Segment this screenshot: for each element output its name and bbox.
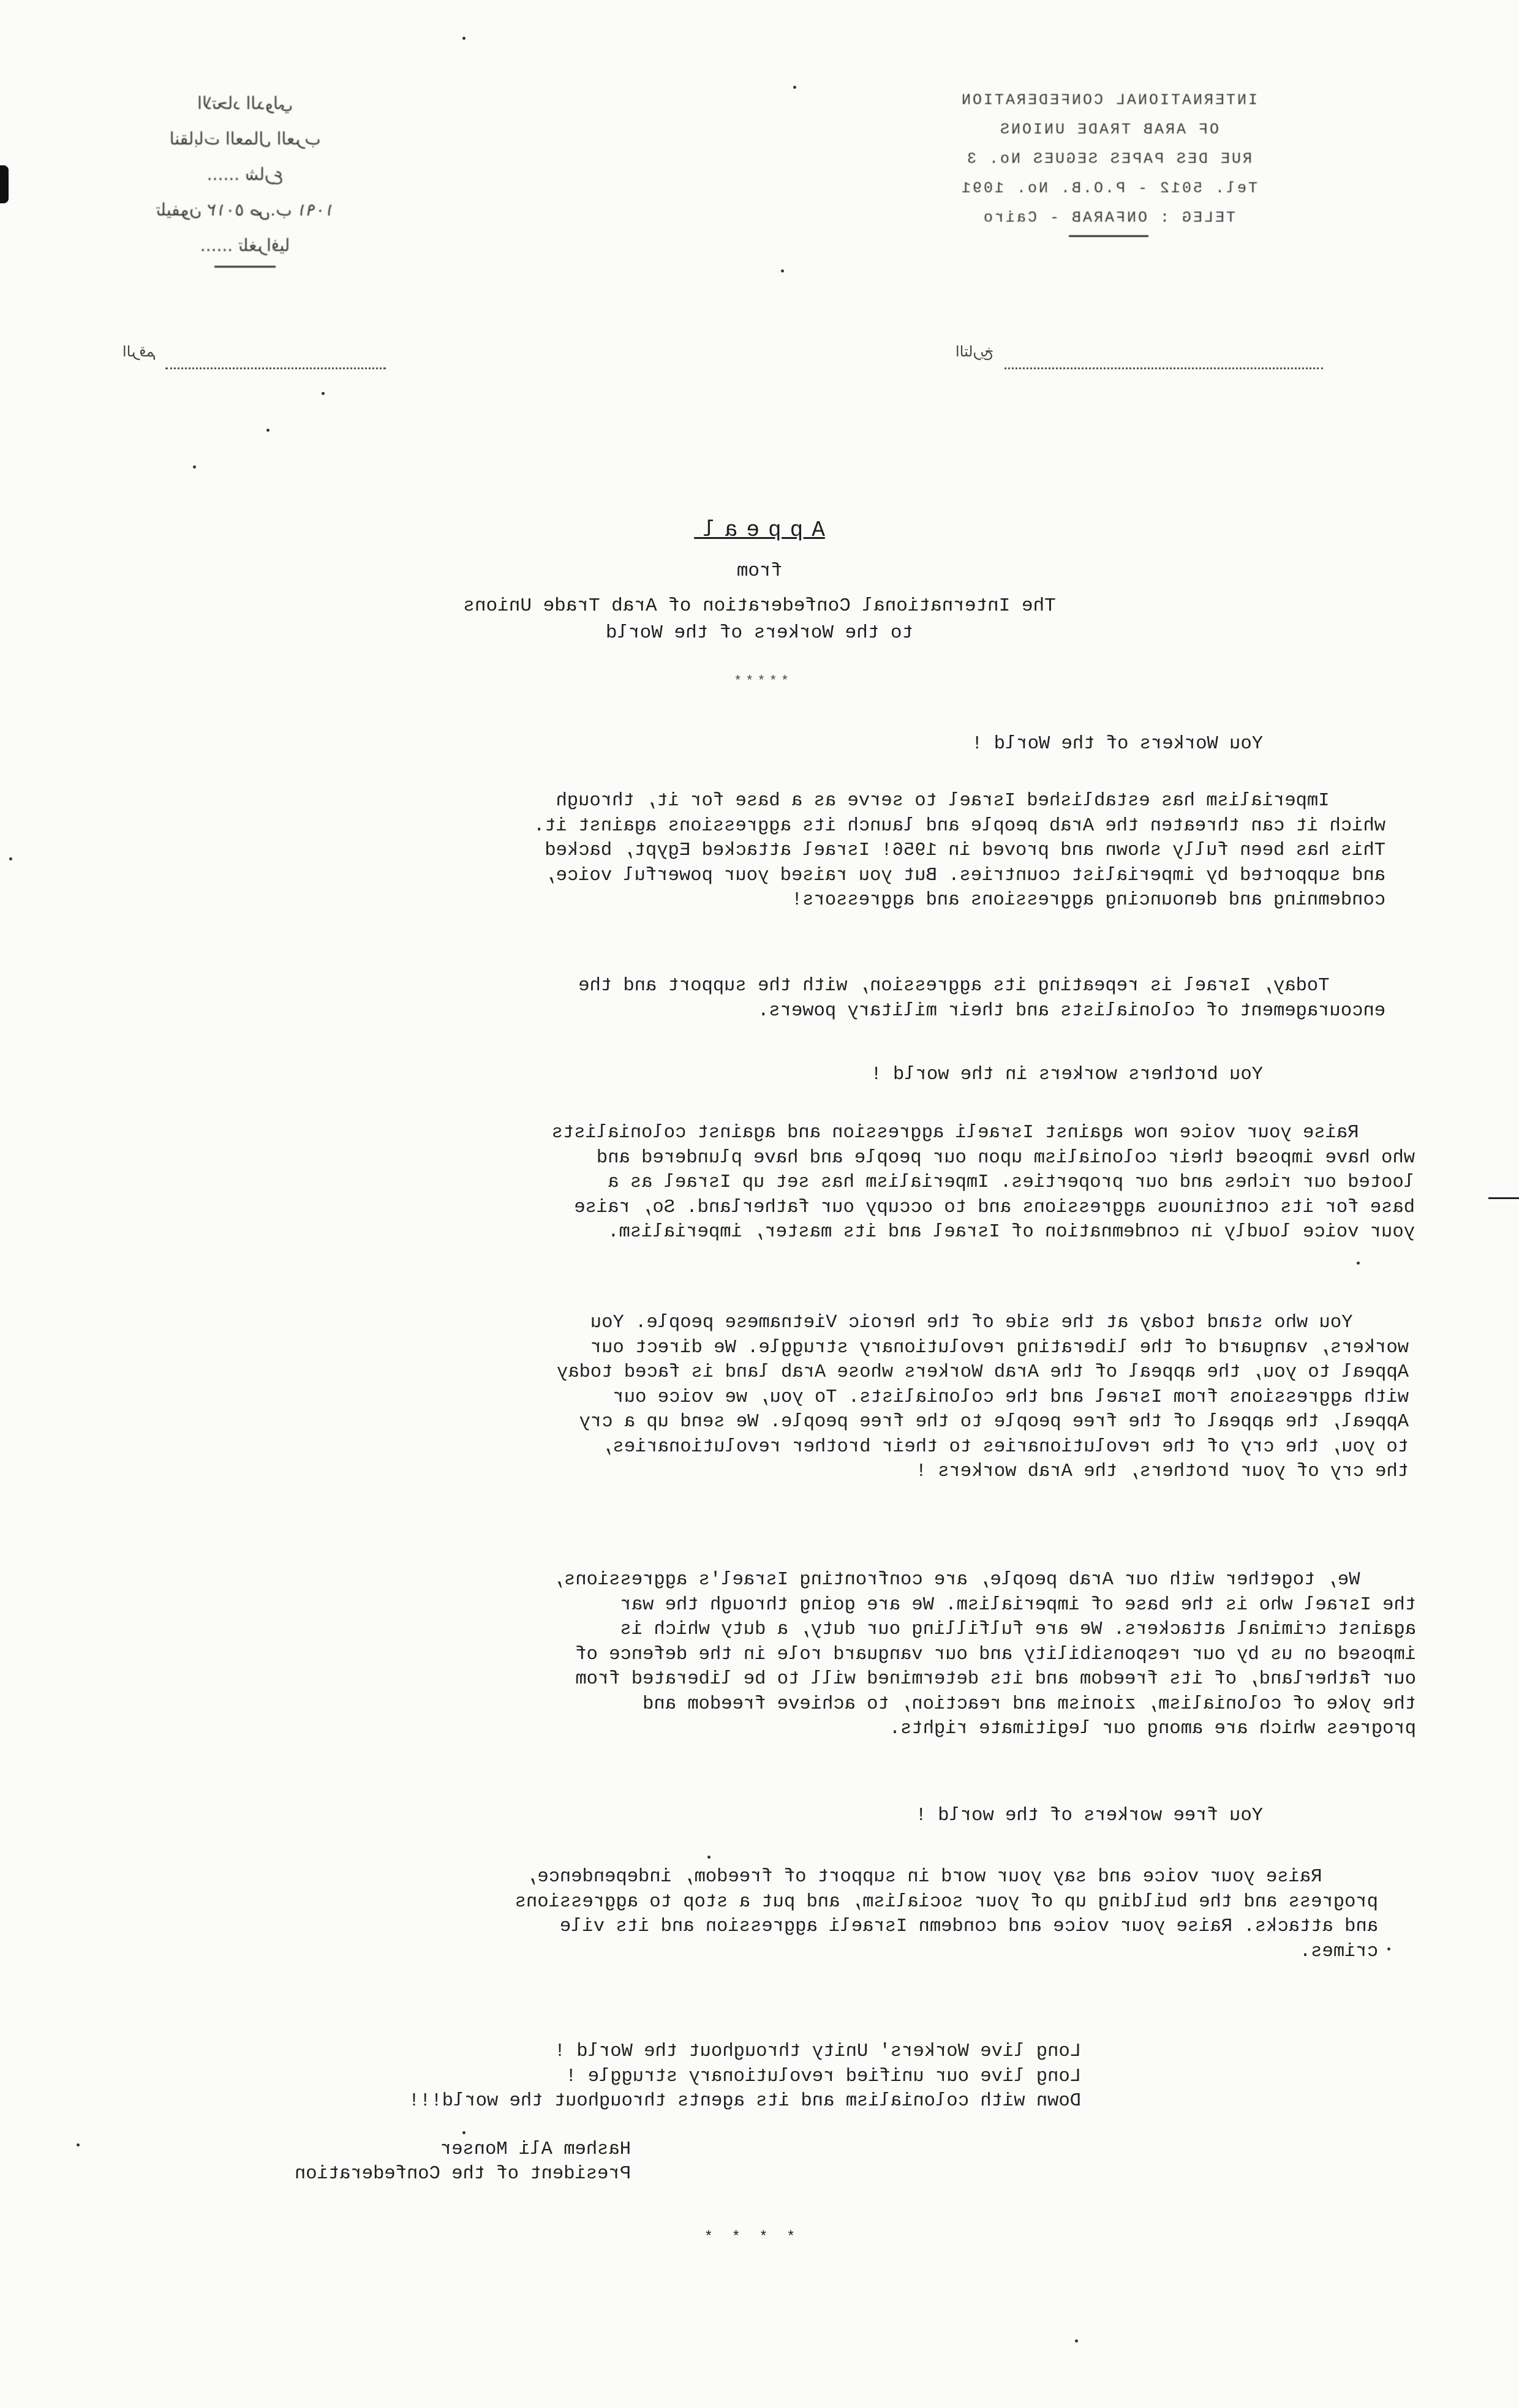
organization-heading: The International Confederation of Arab Trade Unions to the Workers of the World xyxy=(463,595,1056,644)
paragraph: Raise your voice and say your word in support of freedom, independence, progress and the building up of your socialism, and put a stop to aggressions and attacks. Raise your voice and condemn Israeli aggression and its vile crimes. xyxy=(514,1867,1378,1962)
letterhead-english xyxy=(876,86,1341,237)
letterhead-line: OF ARAB TRADE UNIONS xyxy=(998,121,1219,138)
paragraph: Today, Israel is repeating its aggression, with the support and the encouragement of colonialists and their military powers. xyxy=(578,976,1385,1022)
paragraph: You who stand today at the side of the heroic Vietnamese people. You workers, vanguard of the liberating revolutionary struggle. We direct our Appeal to you, the appeal of the Arab Workers whose Arab land is faced today with aggressions from Israel and the colonialists. To you, we voice our Appeal, the appeal of the free people to the free people. We send up a cry to you, the cry of the revolutionaries to their brother revolutionaries, the cry of your brothers, the Arab workers ! xyxy=(556,1312,1409,1482)
letterhead-line: لنقابات العمال العرب xyxy=(169,129,321,149)
salutation: You Workers of the World ! xyxy=(971,734,1263,754)
letterhead-line: RUE DES PAPES SEGUES No. 3 xyxy=(965,150,1253,168)
signatory-name: Hashem Ali Monser xyxy=(440,2139,631,2160)
document-title: Appeal xyxy=(694,517,825,543)
speck xyxy=(462,2131,466,2134)
speck xyxy=(77,2143,80,2147)
letterhead-line: Tel. 5012 - P.O.B. No. 1091 xyxy=(959,179,1258,197)
paragraph: We, together with our Arab people, are confronting Israel's aggressions, the Israel who is the base of imperialism. We are going through the war against criminal attackers. We are fulfilling our duty, a duty which is imposed on us by our responsibility and our vanguard role in the defence of our fatherland, of its freedom and its determined will to be liberated from the yoke of colonialism, zionism and reaction, to achieve freedom and progress which are among our legitimate rights. xyxy=(552,1570,1416,1739)
date-label: التاريخ xyxy=(956,343,994,360)
salutation: You brothers workers in the world ! xyxy=(870,1064,1263,1085)
signatory-title: President of the Confederation xyxy=(294,2164,631,2184)
reference-number-line xyxy=(123,343,386,369)
letterhead-line: شارع ...... xyxy=(206,164,284,184)
ornament-divider: ***** xyxy=(730,674,790,689)
speck xyxy=(1075,2339,1078,2342)
letterhead-rule xyxy=(214,266,276,268)
speck xyxy=(9,857,12,860)
letterhead-line: TELEG : ONFARAB - Cairo xyxy=(981,209,1236,227)
speck xyxy=(781,269,784,273)
speck xyxy=(1357,1262,1360,1265)
speck xyxy=(322,392,325,395)
salutation: You free workers of the world ! xyxy=(915,1805,1263,1826)
from-label: from xyxy=(736,560,783,582)
speck xyxy=(462,37,466,40)
signature-block xyxy=(295,2137,631,2186)
speck xyxy=(193,465,196,468)
speck xyxy=(1387,1947,1390,1951)
letterhead-line: تليفون ٥٠١٢ ص.ب ١٠٩١ xyxy=(156,200,334,220)
speck xyxy=(266,429,270,432)
paragraph: Raise your voice now against Israeli aggression and against colonialists who have imposed their colonialism upon our people and have plundered and looted our riches and our properties. Imperialism has set up Israel as a base for its continuous aggressions and to occupy our fatherland. So, raise your voice loudly in condemnation of Israel and its master, imperialism. xyxy=(551,1123,1415,1243)
letterhead-line: INTERNATIONAL CONFEDERATION xyxy=(959,91,1258,109)
speck xyxy=(707,1856,710,1859)
date-line xyxy=(956,343,1323,369)
paragraph: Imperialism has established Israel to serve as a base for it, through which it can threaten the Arab people and launch its aggressions against it. This has been fully shown and proved in 1956! Israel attacked Egypt, backed and supported by imperialist countries. But you raised your powerful voice, condemning and denouncing aggressions and aggressors! xyxy=(533,791,1385,911)
closing-ornament: * * * * xyxy=(699,2229,796,2246)
speck xyxy=(793,86,796,89)
slogans: Long live Workers' Unity throughout the World ! Long live our unified revolutionary struggle ! Down with colonialism and its agents throughout the world!!! xyxy=(408,2041,1081,2112)
letterhead-line: تلغرافيا ...... xyxy=(200,235,290,255)
letterhead-line: الاتحاد الدولي xyxy=(197,93,293,113)
letterhead-rule xyxy=(1069,235,1148,237)
letterhead-arabic xyxy=(61,86,429,268)
reference-number-label: الرقم xyxy=(123,343,156,360)
